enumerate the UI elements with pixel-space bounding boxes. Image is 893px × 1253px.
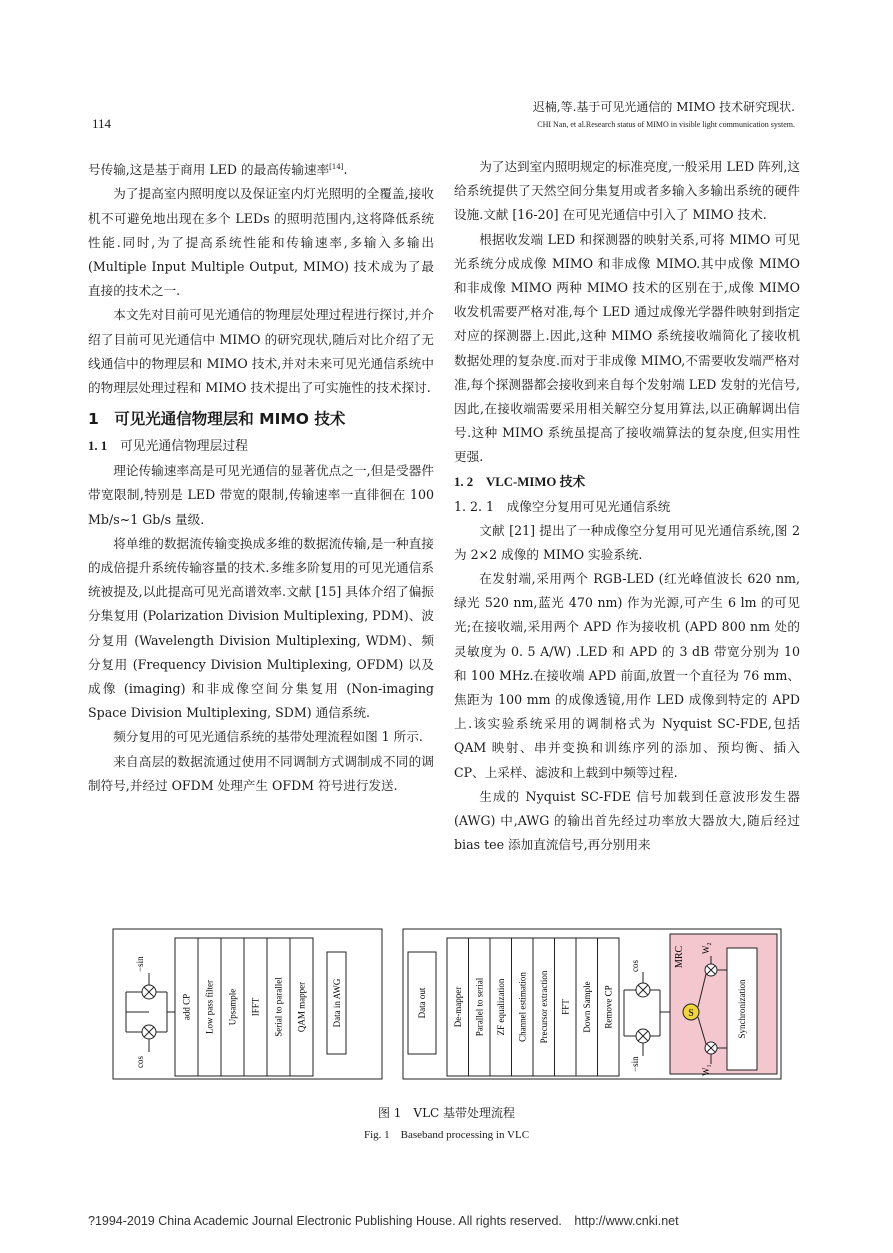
running-header-cn: 迟楠,等.基于可见光通信的 MIMO 技术研究现状. bbox=[532, 100, 795, 114]
rx-block-label: ZF equalization bbox=[495, 978, 506, 1036]
mrc-block bbox=[670, 934, 777, 1074]
weight-mult-2 bbox=[705, 1042, 717, 1054]
rx-mixer-cos bbox=[636, 983, 650, 997]
paragraph: 在发射端,采用两个 RGB-LED (红光峰值波长 620 nm,绿光 520 nm,蓝光 470 nm) 作为光源,可产生 6 lm 的可见光;在接收端,采用两个 APD 作为接收机 (APD 800 nm 处的灵敏度为 0. 5 A/W) .LED 和 APD 的 3 dB 带宽分别为 10 和 100 MHz.在接收端 APD 前面,放置一个直径为 76 mm、焦距为 100 mm 的成像透镜,用作 LED 成像到特定的 APD 上.该实验系统采用的调制格式为 Nyquist SC-FDE,包括 QAM 映射、串并变换和训练序列的添加、预均衡、插入 CP、上采样、滤波和上载到中频等过程. bbox=[454, 571, 800, 780]
weight-mult-1 bbox=[705, 964, 717, 976]
paragraph: 频分复用的可见光通信系统的基带处理流程如图 1 所示. bbox=[113, 729, 423, 745]
left-column bbox=[88, 155, 434, 798]
figure-caption-en: Fig. 1 Baseband processing in VLC bbox=[363, 1129, 530, 1141]
rx-block-label: De-mapper bbox=[452, 986, 463, 1028]
right-column bbox=[454, 155, 800, 857]
subsection-heading: 1. 1 可见光通信物理层过程 bbox=[88, 439, 248, 455]
paragraph: 号传输,这是基于商用 LED 的最高传输速率[14]. bbox=[88, 162, 348, 178]
summer-label: S bbox=[688, 1008, 694, 1019]
sync-label: Synchronization bbox=[737, 979, 747, 1039]
w2-label: $W_1$ bbox=[701, 1064, 713, 1076]
paragraph: 文献 [21] 提出了一种成像空分复用可见光通信系统,图 2 为 2×2 成像的 MIMO 实验系统. bbox=[454, 522, 800, 562]
section-heading: 1 可见光通信物理层和 MIMO 技术 bbox=[88, 410, 346, 429]
tx-block-label: QAM mapper bbox=[296, 981, 307, 1033]
figure-caption-cn: 图 1 VLC 基带处理流程 bbox=[377, 1106, 516, 1120]
tx-block-label: Low pass filter bbox=[204, 980, 215, 1034]
rx-data-out-label: Data out bbox=[417, 987, 427, 1019]
paragraph: 来自高层的数据流通过使用不同调制方式调制成不同的调制符号,并经过 OFDM 处理产生 OFDM 符号进行发送. bbox=[88, 753, 434, 793]
tx-block-label: Serial to parallel bbox=[273, 977, 284, 1037]
tx-mixer-cos bbox=[142, 1025, 156, 1039]
baseband-diagram bbox=[112, 928, 784, 1080]
tx-sin-label: −sin bbox=[135, 956, 145, 972]
rx-sin-label: −sin bbox=[630, 1056, 640, 1072]
tx-block-label: Upsample bbox=[227, 988, 238, 1026]
page-number: 114 bbox=[92, 116, 112, 131]
tx-mixer-sin bbox=[142, 985, 156, 999]
running-header-en: CHI Nan, et al.Research status of MIMO in visible light communication system. bbox=[537, 120, 795, 129]
rx-block-label: Parallel to serial bbox=[474, 977, 485, 1037]
subsubsection-heading: 1. 2. 1 成像空分复用可见光通信系统 bbox=[454, 498, 671, 514]
paragraph: 根据收发端 LED 和探测器的映射关系,可将 MIMO 可见光系统分成成像 MIMO 和非成像 MIMO.其中成像 MIMO 和非成像 MIMO 两种 MIMO 技术的区别在于,成像 MIMO 收发机需要严格对准,每个 LED 通过成像光学器件映射到指定对应的探测器上.因此,这种 MIMO 系统接收端简化了接收机数据处理的复杂度.而对于非成像 MIMO,不需要收发端严格对准,每个探测器都会接收到来自每个发射端 LED 发射的光信号,因此,在接收端需要采用相关解空分复用算法,以正确解调出信号.这种 MIMO 系统虽提高了接收端算法的复杂度,但实用性更强. bbox=[454, 231, 800, 465]
paragraph: 生成的 Nyquist SC-FDE 信号加载到任意波形发生器 (AWG) 中,AWG 的输出首先经过功率放大器放大,随后经过 bias tee 添加直流信号,再分别用来 bbox=[454, 788, 800, 853]
figure-1 bbox=[112, 928, 784, 1080]
tx-cos-label: cos bbox=[135, 1056, 145, 1068]
paragraph: 将单维的数据流传输变换成多维的数据流传输,是一种直接的成倍提升系统传输容量的技术.多维多阶复用的可见光通信系统被提及,以此提高可见光高谱效率.文献 [15] 具体介绍了偏振分集复用 (Polarization Division Multiplexing, PDM)、波分复用 (Wavelength Division Multiplexing, WDM)、频分复用 (Frequency Division Multiplexing, OFDM) 以及成像 (imaging) 和非成像空间分集复用 (Non-imaging Space Division Multiplexing, SDM) 通信系统. bbox=[88, 535, 434, 721]
rx-block-label: Remove CP bbox=[603, 985, 614, 1029]
paragraph: 为了达到室内照明规定的标准亮度,一般采用 LED 阵列,这给系统提供了天然空间分集复用或者多输入多输出系统的硬件设施.文献 [16-20] 在可见光通信中引入了 MIMO 技术. bbox=[454, 159, 800, 223]
mrc-label: MRC bbox=[674, 945, 685, 968]
tx-block-label: IFFT bbox=[250, 997, 261, 1017]
copyright-footer: ?1994-2019 China Academic Journal Electronic Publishing House. All rights reserved. http://www.cnki.net bbox=[88, 1214, 679, 1228]
paragraph: 理论传输速率高是可见光通信的显著优点之一,但是受器件带宽限制,特别是 LED 带宽的限制,传输速率一直徘徊在 100 Mb/s~1 Gb/s 量级. bbox=[88, 463, 434, 527]
rx-block-label: FFT bbox=[560, 999, 571, 1015]
rx-mixer-sin bbox=[636, 1029, 650, 1043]
tx-block-label: add CP bbox=[181, 993, 192, 1021]
rx-block-label: Precursor extraction bbox=[538, 970, 549, 1044]
w1-label: $W_2$ bbox=[701, 942, 713, 954]
rx-block-label: Channel estimation bbox=[517, 972, 528, 1042]
subsection-heading: 1. 2 VLC-MIMO 技术 bbox=[454, 474, 586, 489]
paragraph: 本文先对目前可见光通信的物理层处理过程进行探讨,并介绍了目前可见光通信中 MIMO 的研究现状,随后对比介绍了无线通信中的物理层和 MIMO 技术,并对未来可见光通信系统中的物理层处理过程和 MIMO 技术提出了可实施性的技术探讨. bbox=[88, 307, 434, 396]
paragraph: 为了提高室内照明度以及保证室内灯光照明的全覆盖,接收机不可避免地出现在多个 LEDs 的照明范围内,这将降低系统性能.同时,为了提高系统性能和传输速率,多输入多输出 (Multiple Input Multiple Output, MIMO) 技术成为了最直接的技术之一. bbox=[88, 186, 434, 299]
rx-block-label: Down Sample bbox=[581, 981, 592, 1033]
rx-cos-label: cos bbox=[630, 960, 640, 972]
tx-data-in-label: Data in AWG bbox=[332, 978, 342, 1028]
